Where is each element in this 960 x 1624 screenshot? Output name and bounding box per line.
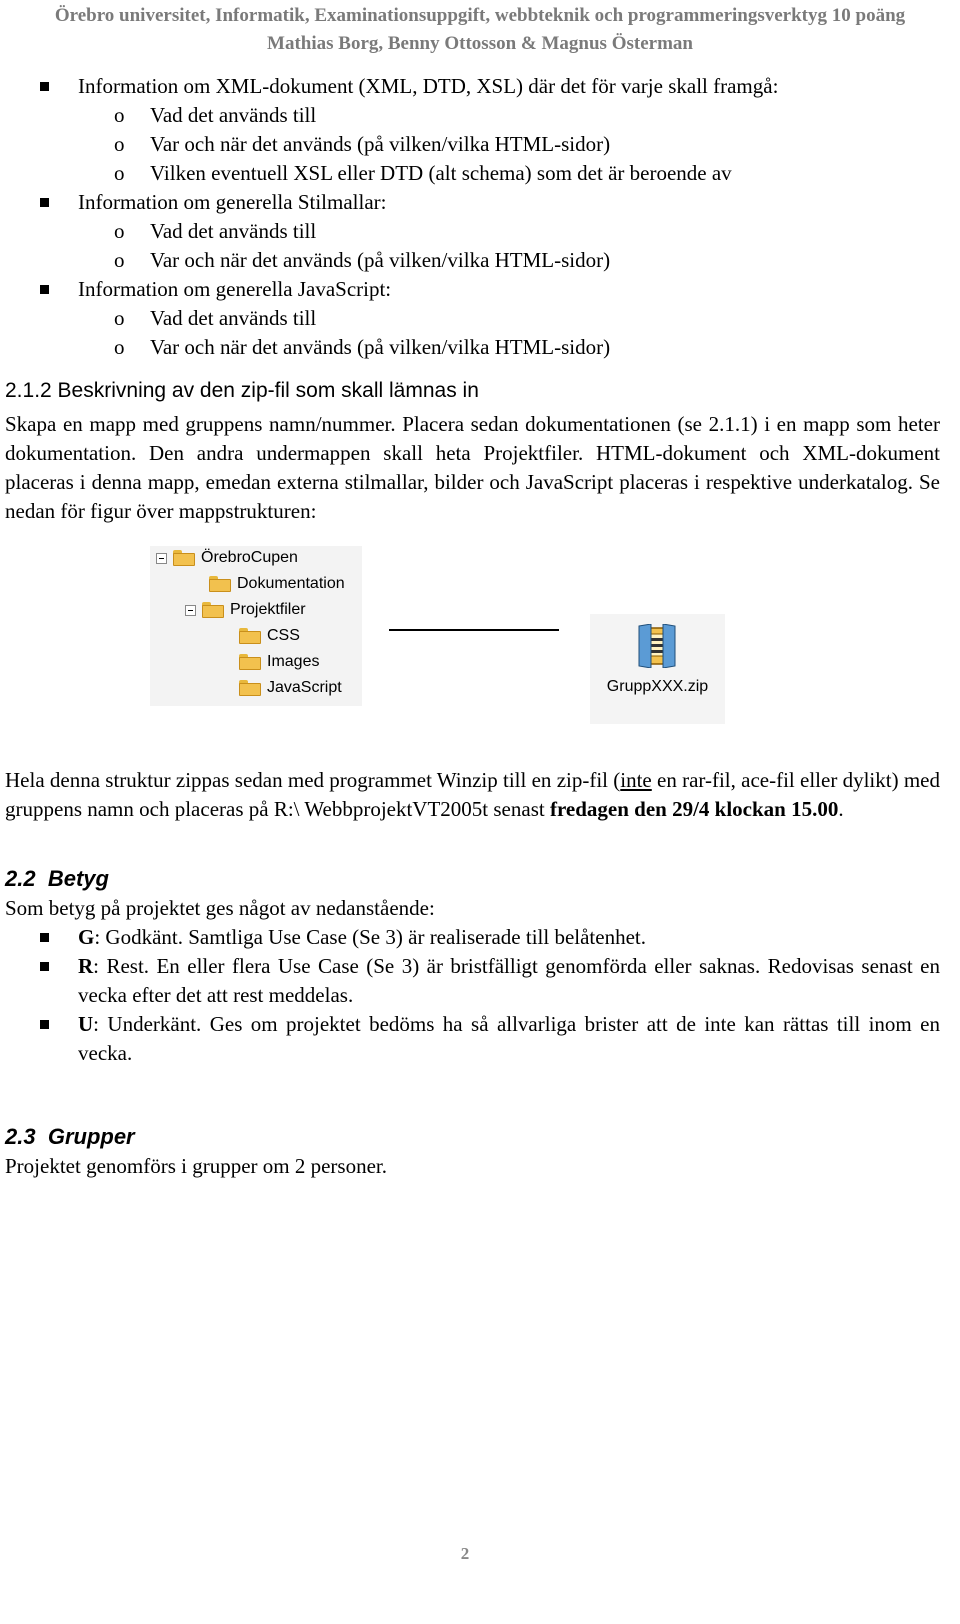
collapse-toggle-icon	[156, 553, 167, 564]
folder-label: CSS	[267, 627, 300, 644]
zip-file	[590, 614, 725, 724]
tree-row-projektfiler	[185, 598, 306, 622]
square-bullet-icon	[40, 962, 49, 971]
square-bullet-icon	[40, 198, 49, 207]
tree-row-javascript	[239, 676, 342, 700]
sub-list-item	[5, 159, 940, 188]
section-number: 2.2	[5, 866, 36, 891]
sub-item-text: Vad det används till	[150, 306, 317, 330]
square-bullet-icon	[40, 1020, 49, 1029]
grupper-text: Projektet genomförs i grupper om 2 personer.	[5, 1154, 387, 1178]
tree-row-css	[239, 624, 300, 648]
sub-list-item	[5, 246, 940, 275]
list-item	[5, 1010, 940, 1068]
sub-list	[78, 101, 940, 188]
list-item	[5, 72, 940, 188]
grade-letter: G	[78, 925, 95, 949]
betyg-intro: Som betyg på projektet ges något av nedanstående:	[5, 896, 435, 920]
sub-bullet: o	[114, 306, 125, 330]
folder-label: Dokumentation	[237, 575, 345, 592]
folder-label: Projektfiler	[230, 601, 306, 618]
collapse-toggle-icon	[185, 605, 196, 616]
sub-list-item	[5, 130, 940, 159]
sub-list-item	[5, 333, 940, 362]
list-item	[5, 275, 940, 362]
arrow-line	[389, 629, 559, 631]
folder-label: ÖrebroCupen	[201, 549, 298, 566]
list-item	[5, 188, 940, 275]
square-bullet-icon	[40, 82, 49, 91]
section-heading-grupper	[5, 1122, 940, 1152]
grade-letter: U	[78, 1012, 94, 1036]
sub-list-item	[5, 101, 940, 130]
sub-list-item	[5, 217, 940, 246]
zip-description-paragraph: Skapa en mapp med gruppens namn/nummer. Placera sedan dokumentationen (se 2.1.1) i en mapp som heter dokumentation. Den andra undermappen skall heta Projektfiler. HTML-dokument och XML-dokument placeras i denna mapp, emedan externa stilmallar, bilder och JavaScript placeras i respektive underkatalog. Se nedan för figur över mappstrukturen:	[5, 412, 940, 523]
sub-item-text: Var och när det används (på vilken/vilka HTML-sidor)	[150, 132, 611, 156]
folder-icon	[209, 576, 231, 592]
section-title: Betyg	[47, 866, 109, 891]
sub-bullet: o	[114, 103, 125, 127]
list-item	[5, 923, 940, 952]
page-content	[5, 72, 940, 1181]
sub-bullet: o	[114, 335, 125, 359]
folder-icon	[173, 550, 195, 566]
sub-list	[78, 217, 940, 275]
folder-tree	[150, 546, 362, 706]
paragraph-text: .	[838, 797, 844, 821]
square-bullet-icon	[40, 285, 49, 294]
zip-file-label: GruppXXX.zip	[606, 678, 709, 695]
sub-bullet: o	[114, 248, 125, 272]
tree-row-dokumentation	[209, 572, 345, 596]
list-item-text: Information om XML-dokument (XML, DTD, XSL) där det för varje skall framgå:	[78, 74, 779, 98]
paragraph-text: en rar-fil, ace-fil eller dylikt) med gruppens namn och placeras på R:\ WebbprojektVT2005t senast	[5, 768, 941, 821]
section-number: 2.3	[5, 1124, 36, 1149]
folder-icon	[239, 680, 261, 696]
list-item	[5, 952, 940, 1010]
folder-icon	[202, 602, 224, 618]
page-number: 2	[460, 1544, 470, 1563]
list-item-text: Information om generella JavaScript:	[78, 277, 392, 301]
sub-item-text: Vilken eventuell XSL eller DTD (alt schema) som det är beroende av	[150, 161, 732, 185]
folder-icon	[239, 628, 261, 644]
grade-letter: R	[78, 954, 94, 978]
tree-row-images	[239, 650, 319, 674]
deadline-text: fredagen den 29/4 klockan 15.00	[549, 797, 839, 821]
list-item-text: Information om generella Stilmallar:	[78, 190, 387, 214]
zip-instructions-paragraph	[5, 766, 940, 824]
zip-archive-icon	[637, 624, 677, 668]
grade-text: : Rest. En eller flera Use Case (Se 3) är bristfälligt genomförda eller saknas. Redovisas senast en vecka efter det att rest meddelas.	[78, 954, 940, 1007]
folder-label: JavaScript	[267, 679, 342, 696]
paragraph-text: Hela denna struktur zippas sedan med programmet Winzip till en zip-fil (	[5, 768, 621, 792]
header-line-1: Örebro universitet, Informatik, Examinationsuppgift, webbteknik och programmeringsverktyg 10 poäng	[54, 5, 906, 26]
section-title: Grupper	[47, 1124, 135, 1149]
sub-list-item	[5, 304, 940, 333]
page-header	[0, 2, 960, 58]
header-line-2: Mathias Borg, Benny Ottosson & Magnus Österman	[267, 33, 693, 54]
grade-text: : Underkänt. Ges om projektet bedöms ha så allvarliga brister att de inte kan rättas till inom en vecka.	[78, 1012, 940, 1065]
sub-bullet: o	[114, 219, 125, 243]
sub-bullet: o	[114, 132, 125, 156]
sub-item-text: Vad det används till	[150, 103, 317, 127]
sub-item-text: Var och när det används (på vilken/vilka HTML-sidor)	[150, 248, 611, 272]
sub-item-text: Vad det används till	[150, 219, 317, 243]
sub-bullet: o	[114, 161, 125, 185]
section-heading-betyg	[5, 864, 940, 894]
sub-list	[78, 304, 940, 362]
folder-label: Images	[267, 653, 320, 670]
underlined-text: inte	[620, 768, 652, 792]
folder-structure-figure	[5, 526, 940, 766]
sub-item-text: Var och när det används (på vilken/vilka HTML-sidor)	[150, 335, 611, 359]
info-list	[5, 72, 940, 362]
grade-text: : Godkänt. Samtliga Use Case (Se 3) är realiserade till belåtenhet.	[94, 925, 646, 949]
folder-icon	[239, 654, 261, 670]
section-heading-2-1-2: 2.1.2 Beskrivning av den zip-fil som skall lämnas in	[5, 379, 479, 402]
square-bullet-icon	[40, 933, 49, 942]
grade-list	[5, 923, 940, 1068]
tree-row-orebrocupen	[156, 546, 298, 570]
